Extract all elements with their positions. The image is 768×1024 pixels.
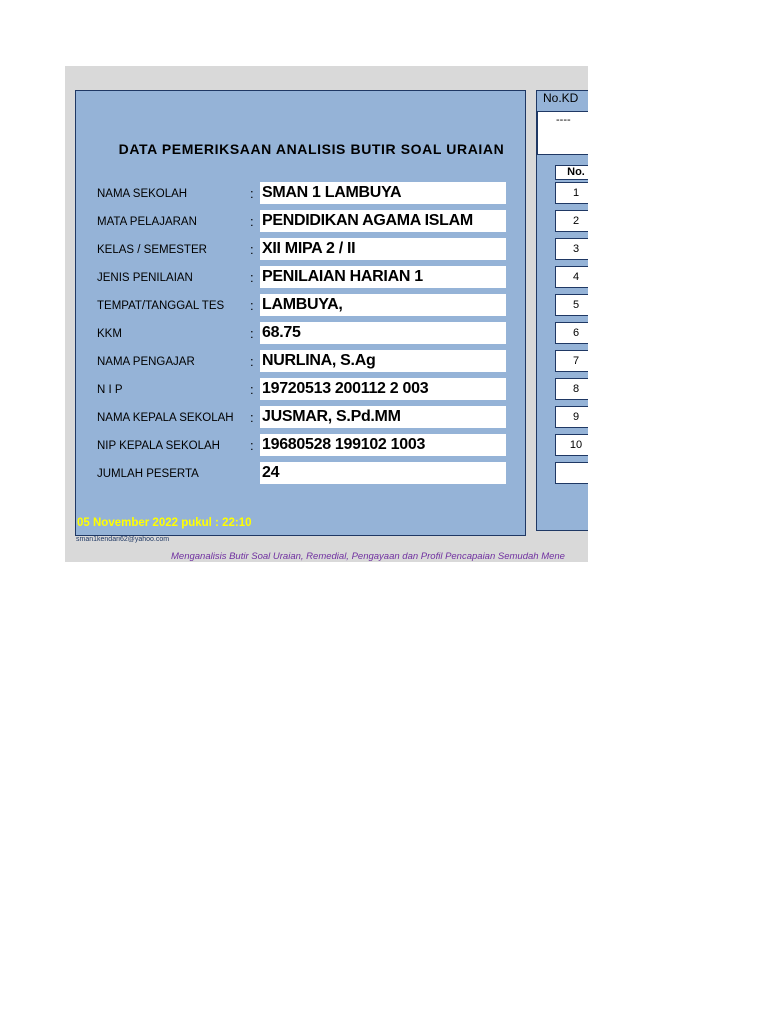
nokd-value: ---- — [556, 114, 571, 126]
field-label: NAMA PENGAJAR — [97, 356, 195, 368]
field-value-nama-sekolah[interactable]: SMAN 1 LAMBUYA — [260, 182, 506, 204]
data-panel — [75, 90, 526, 536]
footer-note: Menganalisis Butir Soal Uraian, Remedial, Pengayaan dan Profil Pencapaian Semudah Mene — [171, 551, 565, 562]
row-jenis-penilaian — [76, 266, 527, 288]
field-value-nama-pengajar[interactable]: NURLINA, S.Ag — [260, 350, 506, 372]
row-mata-pelajaran — [76, 210, 527, 232]
no-cell[interactable]: 5 — [555, 294, 588, 316]
no-cell[interactable]: 9 — [555, 406, 588, 428]
no-cell[interactable]: 7 — [555, 350, 588, 372]
no-cell[interactable]: 1 — [555, 182, 588, 204]
field-colon: : — [250, 270, 254, 285]
no-cell-empty[interactable] — [555, 462, 588, 484]
spreadsheet-area — [65, 66, 588, 562]
no-cell[interactable]: 4 — [555, 266, 588, 288]
email-address: sman1kendari62@yahoo.com — [76, 536, 170, 543]
field-colon: : — [250, 410, 254, 425]
row-kkm — [76, 322, 527, 344]
row-kelas-semester — [76, 238, 527, 260]
no-column-header: No. — [555, 165, 588, 180]
row-nama-kepala-sekolah — [76, 406, 527, 428]
row-jumlah-peserta — [76, 462, 527, 484]
row-nama-sekolah — [76, 182, 527, 204]
row-tempat-tanggal — [76, 294, 527, 316]
field-value-nip-kepala-sekolah[interactable]: 19680528 199102 1003 — [260, 434, 506, 456]
row-nip-kepala-sekolah — [76, 434, 527, 456]
kd-panel — [536, 90, 588, 531]
field-colon: : — [250, 438, 254, 453]
field-label: TEMPAT/TANGGAL TES — [97, 300, 225, 312]
field-colon: : — [250, 382, 254, 397]
no-cell[interactable]: 8 — [555, 378, 588, 400]
no-cell[interactable]: 6 — [555, 322, 588, 344]
field-label: MATA PELAJARAN — [97, 216, 197, 228]
field-colon: : — [250, 298, 254, 313]
row-nip — [76, 378, 527, 400]
field-value-mata-pelajaran[interactable]: PENDIDIKAN AGAMA ISLAM — [260, 210, 506, 232]
field-value-tempat-tanggal[interactable]: LAMBUYA, — [260, 294, 506, 316]
field-colon: : — [250, 242, 254, 257]
form-title: DATA PEMERIKSAAN ANALISIS BUTIR SOAL URAIAN — [118, 141, 505, 157]
field-label: KKM — [97, 328, 122, 340]
field-colon: : — [250, 186, 254, 201]
field-value-jenis-penilaian[interactable]: PENILAIAN HARIAN 1 — [260, 266, 506, 288]
no-cell[interactable]: 2 — [555, 210, 588, 232]
field-label: NAMA KEPALA SEKOLAH — [97, 412, 234, 424]
field-colon: : — [250, 326, 254, 341]
nokd-box[interactable] — [537, 111, 588, 155]
field-label: NIP KEPALA SEKOLAH — [97, 440, 220, 452]
field-value-kelas-semester[interactable]: XII MIPA 2 / II — [260, 238, 506, 260]
field-colon: : — [250, 214, 254, 229]
field-label: JUMLAH PESERTA — [97, 468, 199, 480]
field-value-kkm[interactable]: 68.75 — [260, 322, 506, 344]
field-label: KELAS / SEMESTER — [97, 244, 207, 256]
datetime-stamp: 05 November 2022 pukul : 22:10 — [77, 517, 252, 529]
field-value-jumlah-peserta[interactable]: 24 — [260, 462, 506, 484]
no-cell[interactable]: 10 — [555, 434, 588, 456]
row-nama-pengajar — [76, 350, 527, 372]
field-value-nama-kepala-sekolah[interactable]: JUSMAR, S.Pd.MM — [260, 406, 506, 428]
no-cell[interactable]: 3 — [555, 238, 588, 260]
field-label: NAMA SEKOLAH — [97, 188, 188, 200]
field-label: N I P — [97, 384, 123, 396]
field-value-nip[interactable]: 19720513 200112 2 003 — [260, 378, 506, 400]
field-label: JENIS PENILAIAN — [97, 272, 193, 284]
field-colon: : — [250, 354, 254, 369]
nokd-label: No.KD — [543, 91, 579, 105]
